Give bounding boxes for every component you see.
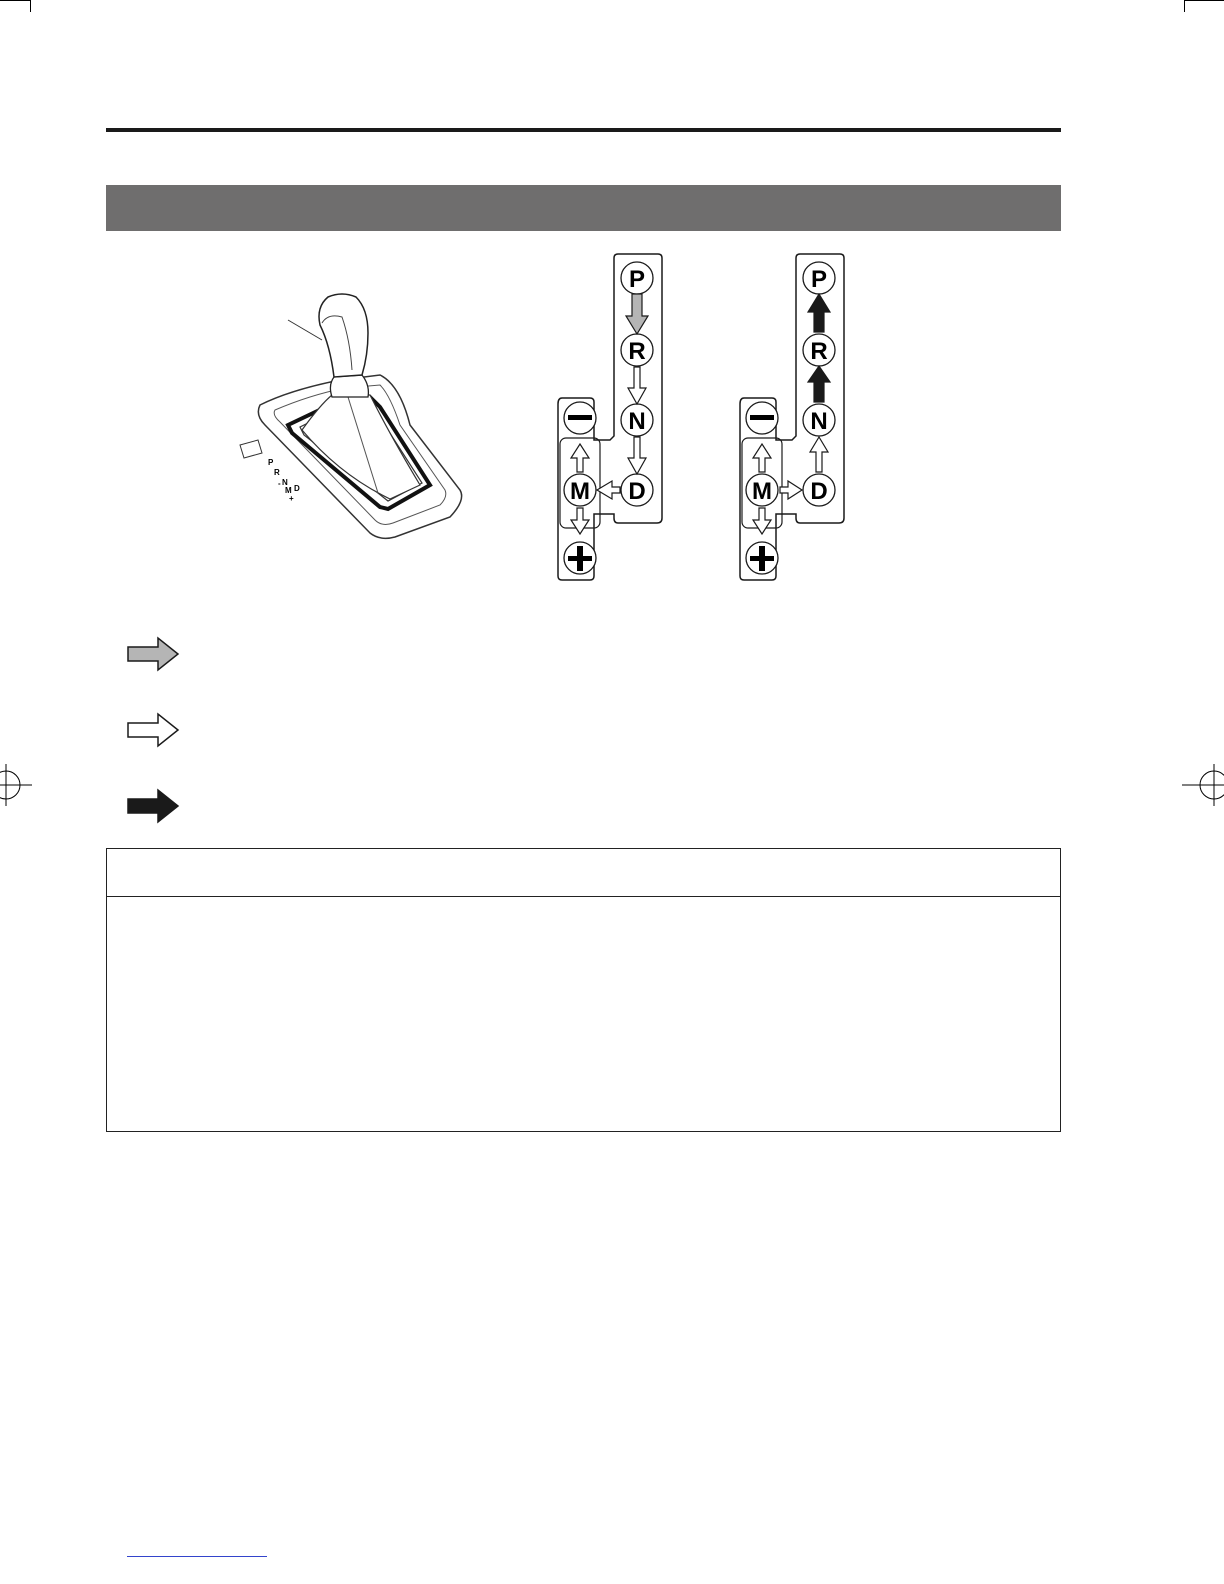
- gate-right-d: D: [810, 478, 828, 505]
- indicator-label-r: R: [274, 468, 280, 477]
- crop-mark: [1184, 0, 1224, 1]
- registration-mark-right: [1182, 764, 1224, 806]
- gate-left-d: D: [628, 478, 646, 505]
- gate-left-m: M: [570, 478, 590, 505]
- note-text: [107, 897, 1060, 921]
- indicator-label-minus: -: [278, 479, 281, 488]
- note-box: [106, 848, 1061, 1132]
- gate-left-n: N: [628, 408, 646, 435]
- note-title: [107, 849, 1060, 897]
- minus-icon: [750, 415, 774, 420]
- white-arrow-icon: [126, 712, 182, 748]
- indicator-label-plus: +: [289, 494, 294, 503]
- gate-pattern-left: [556, 252, 666, 582]
- indicator-label-m: M: [285, 486, 292, 495]
- gate-right-m: M: [752, 478, 772, 505]
- crop-mark: [0, 0, 30, 1]
- crop-mark: [1184, 0, 1185, 12]
- gate-right-r: R: [810, 338, 828, 365]
- gate-left-p: P: [628, 266, 646, 293]
- gate-right-n: N: [810, 408, 828, 435]
- minus-icon: [568, 415, 592, 420]
- gate-pattern-right: [738, 252, 848, 582]
- indicator-label-d: D: [294, 484, 300, 493]
- footer-link-underline[interactable]: [127, 1556, 267, 1557]
- indicator-label-n: N: [282, 478, 288, 487]
- gray-arrow-icon: [126, 636, 182, 672]
- gate-right-p: P: [810, 266, 828, 293]
- indicator-label-p: P: [268, 458, 274, 467]
- shift-lever-illustration: [230, 285, 470, 545]
- header-rule: [106, 128, 1061, 132]
- crop-mark: [30, 0, 31, 12]
- black-arrow-icon: [126, 788, 182, 824]
- gate-left-r: R: [628, 338, 646, 365]
- section-title-bar: [106, 185, 1061, 231]
- registration-mark-left: [0, 764, 34, 806]
